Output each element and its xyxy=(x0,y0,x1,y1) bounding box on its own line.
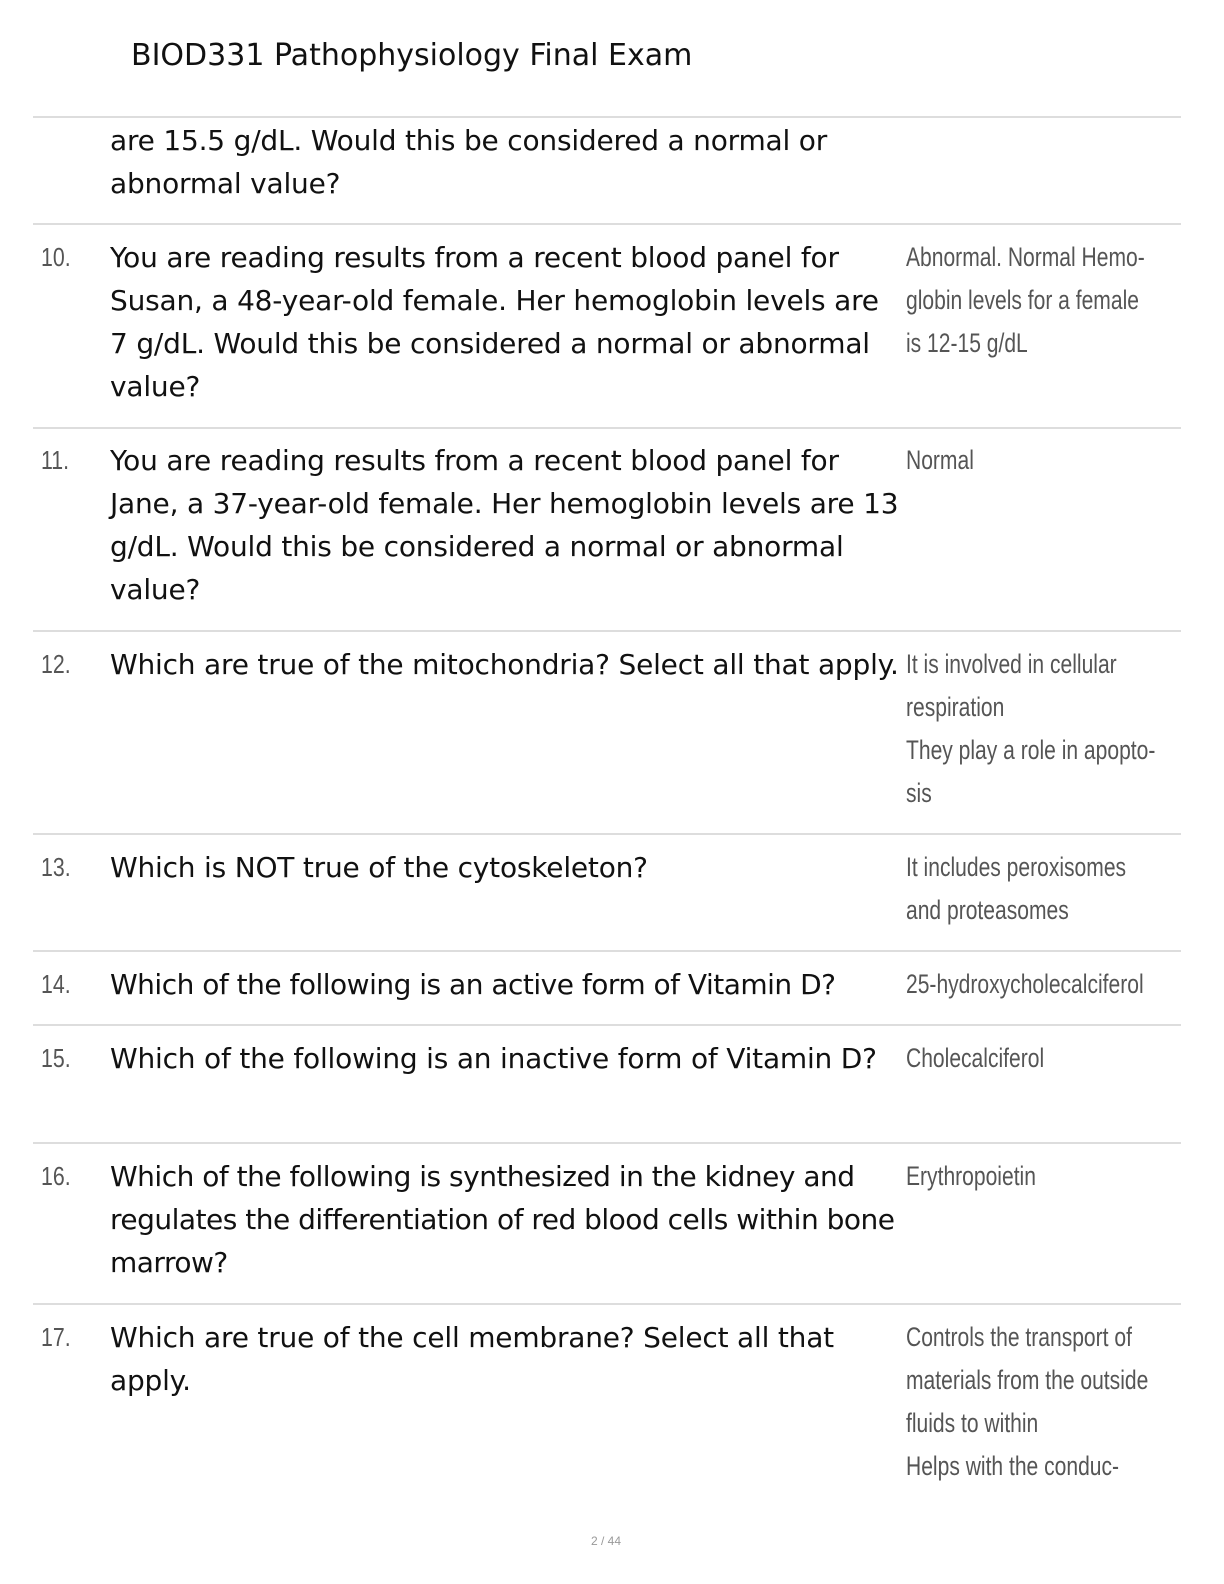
answer-text xyxy=(906,963,1163,1006)
answer-text xyxy=(906,643,1163,815)
answer-text xyxy=(906,439,1163,482)
divider xyxy=(33,1142,1181,1144)
divider xyxy=(33,223,1181,225)
page-number: 2 / 44 xyxy=(590,1534,622,1548)
answer-text xyxy=(906,236,1163,365)
answer-line: is 12-15 g/dL xyxy=(906,328,1028,358)
question-text: Which of the following is an inactive form of Vitamin D? xyxy=(110,1042,877,1075)
answer-line: Controls the transport of xyxy=(906,1322,1132,1352)
question-number: 14. xyxy=(41,969,71,999)
divider xyxy=(33,1024,1181,1026)
question-number: 11. xyxy=(41,445,70,475)
question-text: Which of the following is an active form of Vitamin D? xyxy=(110,968,836,1001)
divider xyxy=(33,833,1181,835)
question-text: Which is NOT true of the cytoskeleton? xyxy=(110,851,648,884)
answer-line: It is involved in cellular xyxy=(906,649,1117,679)
answer-text xyxy=(906,1037,1163,1080)
divider xyxy=(33,950,1181,952)
answer-line: They play a role in apopto- xyxy=(906,735,1156,765)
question-text: Which of the following is synthesized in the kidney and regulates the differentiation of red blood cells within bone marrow? xyxy=(110,1160,895,1279)
divider xyxy=(33,116,1181,118)
answer-line: Cholecalciferol xyxy=(906,1043,1045,1073)
answer-text xyxy=(906,846,1163,932)
question-number: 16. xyxy=(41,1161,71,1191)
question-text: Which are true of the cell membrane? Select all that apply. xyxy=(110,1321,834,1397)
divider xyxy=(33,630,1181,632)
answer-line: fluids to within xyxy=(906,1408,1039,1438)
divider xyxy=(33,1303,1181,1305)
answer-text xyxy=(906,1316,1163,1488)
answer-line: respiration xyxy=(906,692,1005,722)
question-text: You are reading results from a recent blood panel for Jane, a 37-year-old female. Her hemoglobin levels are 13 g/dL. Would this be considered a normal or abnormal value? xyxy=(110,444,899,606)
question-number: 15. xyxy=(41,1043,71,1073)
question-number: 10. xyxy=(41,242,71,272)
question-text: Which are true of the mitochondria? Select all that apply. xyxy=(110,648,899,681)
answer-line: sis xyxy=(906,778,932,808)
answer-line: It includes peroxisomes xyxy=(906,852,1127,882)
answer-line: Normal xyxy=(906,445,974,475)
question-text: You are reading results from a recent blood panel for Susan, a 48-year-old female. Her hemoglobin levels are 7 g/dL. Would this be considered a normal or abnormal value? xyxy=(110,241,879,403)
question-number: 13. xyxy=(41,852,71,882)
answer-line: Helps with the conduc- xyxy=(906,1451,1120,1481)
answer-line: materials from the outside xyxy=(906,1365,1149,1395)
answer-line: 25-hydroxycholecalciferol xyxy=(906,969,1144,999)
answer-line: Erythropoietin xyxy=(906,1161,1036,1191)
question-number: 12. xyxy=(41,649,71,679)
page-title: BIOD331 Pathophysiology Final Exam xyxy=(131,38,693,73)
divider xyxy=(33,427,1181,429)
answer-text xyxy=(906,1155,1163,1198)
answer-line: globin levels for a female xyxy=(906,285,1139,315)
question-text: are 15.5 g/dL. Would this be considered a normal or abnormal value? xyxy=(110,124,828,200)
question-number: 17. xyxy=(41,1322,71,1352)
answer-line: Abnormal. Normal Hemo- xyxy=(906,242,1145,272)
answer-line: and proteasomes xyxy=(906,895,1069,925)
